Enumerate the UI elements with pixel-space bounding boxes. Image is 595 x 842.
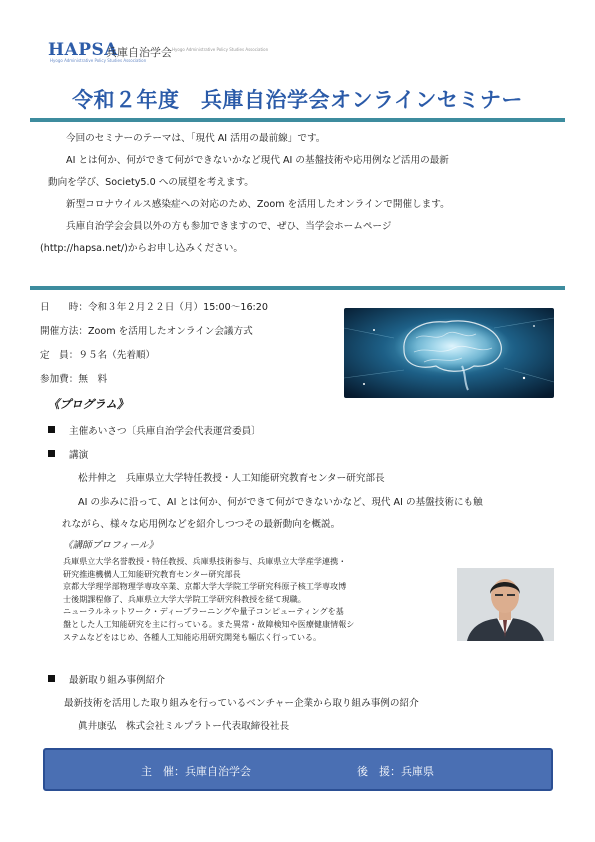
logo-name: 兵庫自治学会 bbox=[106, 46, 172, 59]
profile-line: ニューラルネットワーク・ディープラーニングや量子コンピューティングを基 bbox=[63, 606, 344, 617]
greeting-label: 主催あいさつ〔兵庫自治学会代表運営委員〕 bbox=[69, 426, 261, 437]
case-label: 最新取り組み事例紹介 bbox=[69, 675, 165, 686]
bullet-square-icon bbox=[48, 450, 55, 457]
lecturer-profile bbox=[63, 555, 463, 643]
lecturer-name: 松井伸之 兵庫県立大学特任教授・人工知能研究教育センター研究部長 bbox=[78, 473, 385, 484]
lecture-description-line: れながら、様々な応用例などを紹介しつつその最新動向を概説。 bbox=[62, 519, 341, 530]
program-heading: 《プログラム》 bbox=[48, 397, 129, 411]
footer-banner bbox=[43, 748, 553, 791]
event-capacity: 定 員：９５名（先着順） bbox=[40, 350, 156, 361]
intro-line: 動向を学び、Society5.0 への展望を考えます。 bbox=[48, 177, 254, 188]
program-item-case bbox=[48, 672, 165, 686]
profile-line: 士後期課程修了、兵庫県立大学大学院工学研究科教授を経て現職。 bbox=[63, 593, 306, 604]
event-date: 日 時：令和３年２月２２日（月）15:00～16:20 bbox=[40, 302, 268, 313]
page-title: 令和２年度 兵庫自治学会オンラインセミナー bbox=[72, 88, 523, 112]
intro-section bbox=[40, 128, 560, 260]
host-label: 主 催：兵庫自治学会 bbox=[141, 765, 251, 778]
intro-line: AI とは何か、何ができて何ができないかなど現代 AI の基盤技術や応用例など活用の最新 bbox=[66, 155, 449, 166]
intro-line: 今回のセミナーのテーマは、「現代 AI 活用の最前線」です。 bbox=[66, 133, 326, 144]
hapsa-logo bbox=[48, 38, 269, 66]
profile-line: 京都大学理学部物理学専攻卒業、京都大学大学院工学研究科原子核工学専攻博 bbox=[63, 581, 347, 592]
case-speaker: 眞井康弘 株式会社ミルプラトー代表取締役社長 bbox=[78, 721, 290, 732]
lecturer-photo bbox=[457, 568, 554, 641]
logo-mark: HAPSA bbox=[48, 40, 119, 60]
intro-divider bbox=[30, 286, 565, 290]
event-info bbox=[40, 296, 268, 392]
logo-subtitle: Hyogo Administrative Policy Studies Association bbox=[50, 58, 147, 63]
case-description: 最新技術を活用した取り組みを行っているベンチャー企業から取り組み事例の紹介 bbox=[64, 698, 419, 709]
bullet-square-icon bbox=[48, 426, 55, 433]
bullet-square-icon bbox=[48, 675, 55, 682]
profile-line: 研究推進機構人工知能研究教育センター研究部長 bbox=[63, 568, 241, 579]
logo-english: Hyogo Administrative Policy Studies Association bbox=[172, 47, 269, 52]
intro-line: 新型コロナウイルス感染症への対応のため、Zoom を活用したオンラインで開催します。 bbox=[66, 199, 450, 210]
lecture-label: 講演 bbox=[69, 450, 89, 461]
event-method: 開催方法：Zoom を活用したオンライン会議方式 bbox=[40, 326, 253, 337]
intro-line: 兵庫自治学会会員以外の方も参加できますので、ぜひ、当学会ホームページ bbox=[66, 221, 392, 232]
profile-line: ステムなどをはじめ、各種人工知能応用研究開発も幅広く行っている。 bbox=[63, 631, 322, 642]
event-fee: 参加費：無 料 bbox=[40, 374, 108, 385]
program-item-greeting bbox=[48, 423, 261, 437]
profile-line: 盤とした人工知能研究を主に行っている。また異常・故障検知や医療健康情報シ bbox=[63, 618, 355, 629]
profile-heading: 《講師プロフィール》 bbox=[63, 540, 158, 551]
program-item-lecture bbox=[48, 447, 88, 461]
title-divider bbox=[30, 118, 565, 122]
support-label: 後 援：兵庫県 bbox=[357, 765, 434, 778]
lecture-description-line: AI の歩みに沿って、AI とは何か、何ができて何ができないかなど、現代 AI の基盤技術にも触 bbox=[78, 497, 483, 508]
profile-line: 兵庫県立大学名誉教授・特任教授、兵庫県技術参与、兵庫県立大学産学連携・ bbox=[63, 556, 347, 566]
intro-line: (http://hapsa.net/)からお申し込みください。 bbox=[40, 243, 243, 254]
ai-brain-image bbox=[344, 308, 554, 398]
